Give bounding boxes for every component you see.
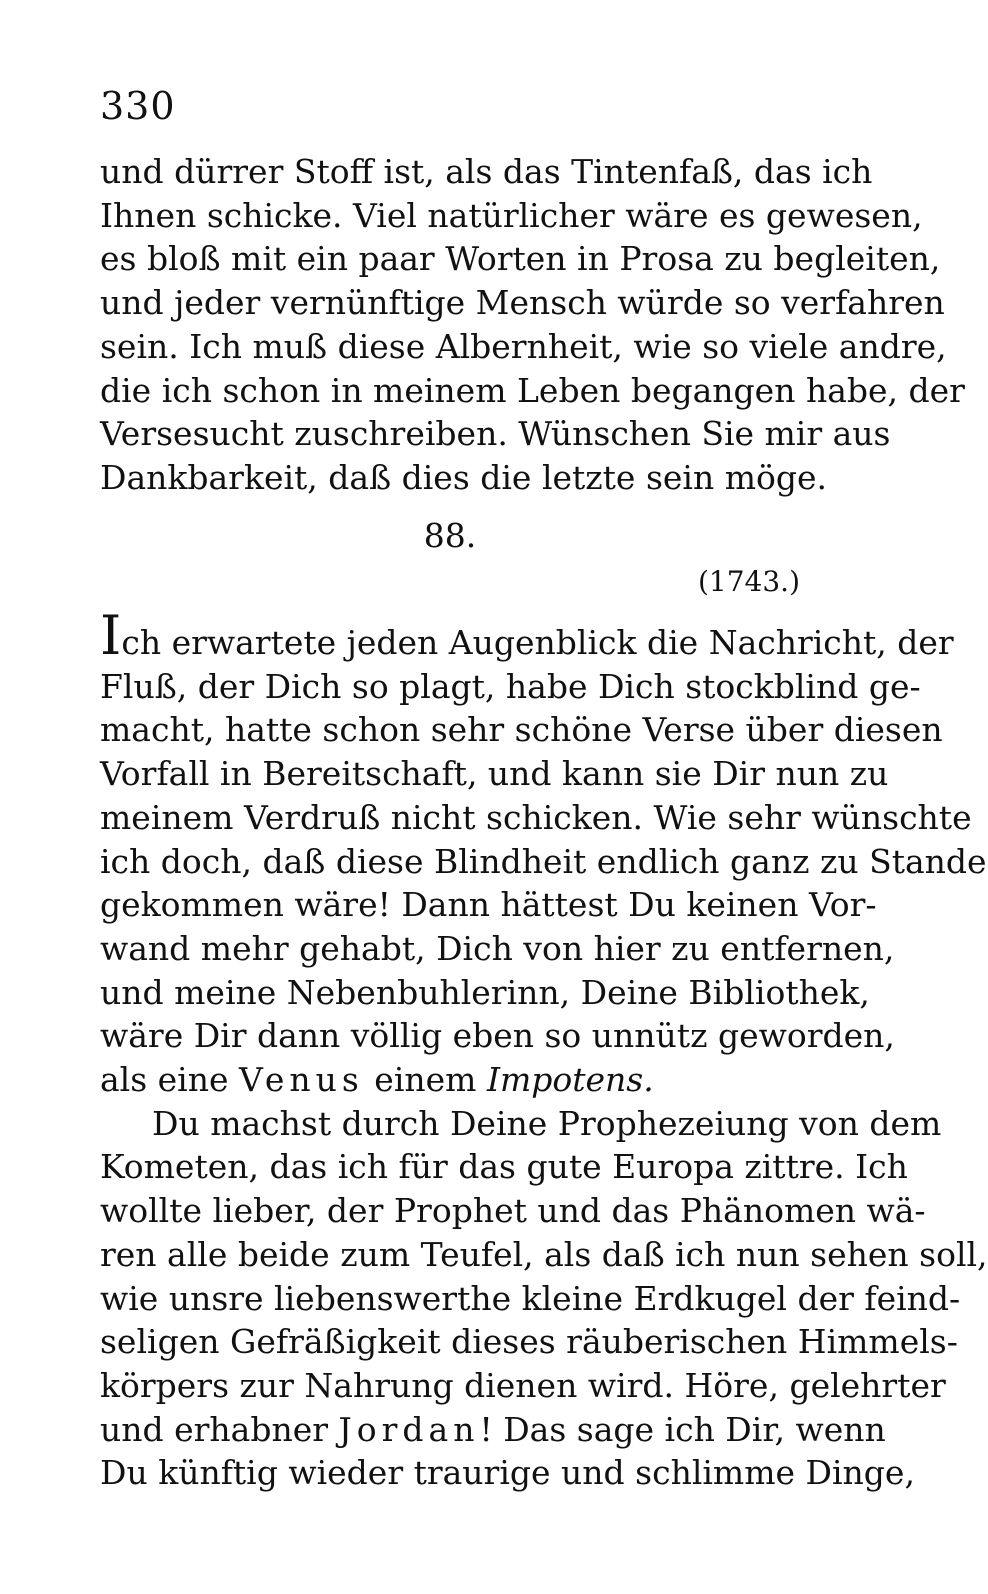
text-line: wäre Dir dann völlig eben so unnütz geworden, — [100, 1016, 895, 1056]
italic-word: Impotens. — [486, 1060, 654, 1100]
text-line: und meine Nebenbuhlerinn, Deine Bibliothek, — [100, 972, 870, 1012]
text-line: Du künftig wieder traurige und schlimme Dinge, — [100, 1453, 915, 1493]
text-line: wollte lieber, der Prophet und das Phänomen wä- — [100, 1191, 926, 1231]
text-fragment: als eine — [100, 1060, 240, 1100]
text-line: Ich erwartete jeden Augenblick die Nachricht, der — [100, 604, 954, 667]
paragraph-2-and-3 — [100, 604, 988, 1495]
text-fragment: ! Das sage ich Dir, wenn — [479, 1409, 886, 1449]
letter-number: 88. — [423, 516, 477, 555]
page-number: 330 — [100, 84, 176, 128]
text-line: es bloß mit ein paar Worten in Prosa zu begleiten, — [100, 239, 941, 279]
text-line: Ihnen schicke. Viel natürlicher wäre es gewesen, — [100, 195, 923, 235]
text-line: Dankbarkeit, daß dies die letzte sein möge. — [100, 457, 828, 497]
text-line: sein. Ich muß diese Albernheit, wie so viele andre, — [100, 326, 947, 366]
text-line: Fluß, der Dich so plagt, habe Dich stockblind ge- — [100, 666, 921, 706]
spaced-word: Jordan — [338, 1409, 480, 1449]
text-line: ren alle beide zum Teufel, als daß ich nun sehen soll, — [100, 1234, 988, 1274]
text-line: körpers zur Nahrung dienen wird. Höre, gelehrter — [100, 1365, 946, 1405]
text-line: Vorfall in Bereitschaft, und kann sie Dir nun zu — [100, 754, 889, 794]
text-line — [100, 1408, 886, 1452]
text-line: seligen Gefräßigkeit dieses räuberischen Himmels- — [100, 1322, 958, 1362]
text-line: Versesucht zuschreiben. Wünschen Sie mir aus — [100, 414, 891, 454]
text-line: die ich schon in meinem Leben begangen habe, der — [100, 370, 965, 410]
spaced-word: Venus — [239, 1060, 364, 1100]
paragraph-1 — [100, 150, 965, 500]
text-fragment: einem — [363, 1060, 487, 1100]
text-line: ich doch, daß diese Blindheit endlich ganz zu Stande — [100, 841, 987, 881]
text-line — [100, 1058, 812, 1102]
text-line: und jeder vernünftige Mensch würde so verfahren — [100, 283, 945, 323]
text-line: wie unsre liebenswerthe kleine Erdkugel der feind- — [100, 1278, 961, 1318]
text-line: Du machst durch Deine Prophezeiung von dem — [152, 1103, 942, 1143]
text-line: Kometen, das ich für das gute Europa zittre. Ich — [100, 1147, 908, 1187]
text-line: und dürrer Stoff ist, als das Tintenfaß, das ich — [100, 152, 873, 191]
text-line: meinem Verdruß nicht schicken. Wie sehr wünschte — [100, 797, 972, 837]
text-line: gekommen wäre! Dann hättest Du keinen Vor- — [100, 885, 877, 925]
text-fragment: und erhabner — [100, 1409, 339, 1449]
text-line: wand mehr gehabt, Dich von hier zu entfernen, — [100, 928, 895, 968]
text-line: macht, hatte schon sehr schöne Verse über diesen — [100, 710, 943, 750]
letter-date: (1743.) — [697, 565, 800, 598]
